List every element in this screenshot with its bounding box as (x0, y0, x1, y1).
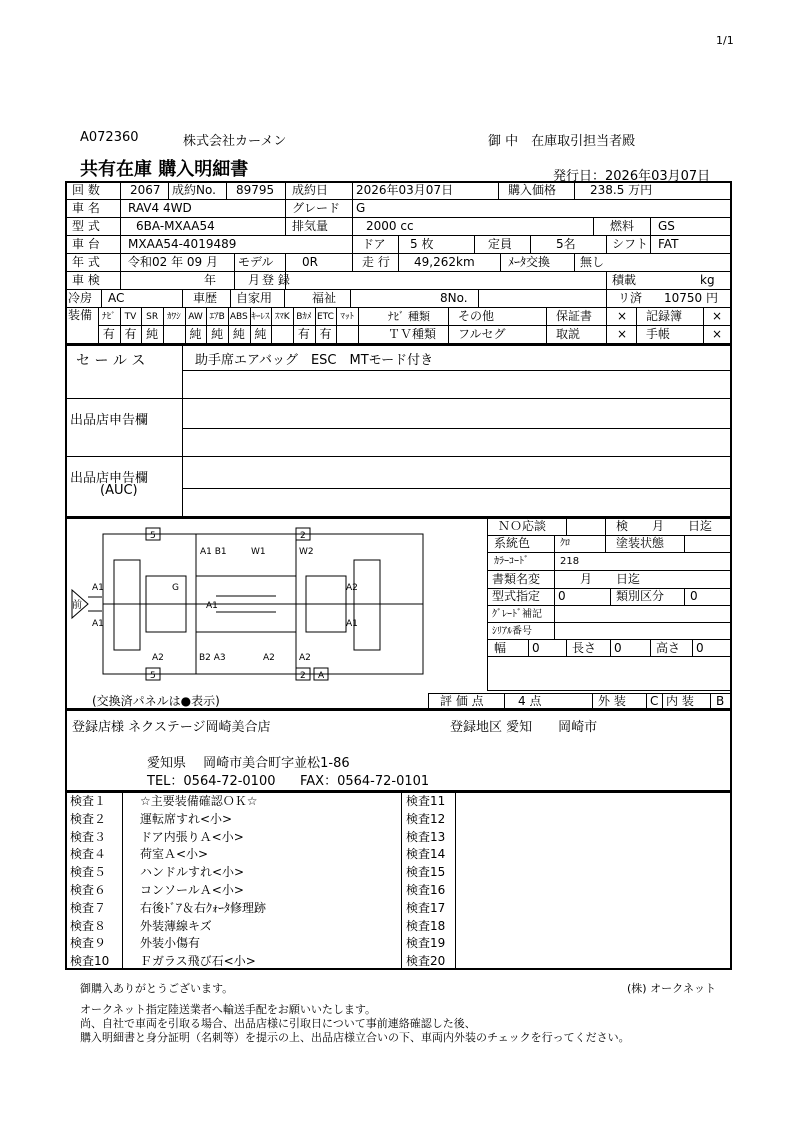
inspection-right-label: 検査12 (406, 811, 446, 826)
inspection-label: 検査６ (70, 883, 107, 897)
model-code-label: モデル (238, 255, 274, 269)
footer-note-1: オークネット指定陸送業者へ輸送手配をお願いいたします。 (80, 1003, 377, 1016)
equipment-item-label: ﾏｯﾄ (340, 312, 354, 322)
store-tel: TEL：0564-72-0100 (147, 774, 276, 789)
equipment-item-label: AW (188, 312, 203, 322)
equipment-item-label: Bｶﾒ (296, 312, 312, 322)
seller-note-auc-label: 出品店申告欄 (70, 471, 149, 486)
page-title: 共有在庫 購入明細書 (80, 159, 249, 180)
contract-no-value: 89795 (236, 183, 275, 197)
eight-no: 8No. (440, 291, 468, 305)
equipment-item-mark: 有 (102, 327, 115, 341)
diagram-label-a1b1: A1 B1 (200, 547, 227, 557)
door-label: ドア (362, 237, 386, 251)
warranty-value: × (617, 309, 628, 323)
diagram-label-2-top: 2 (300, 531, 306, 541)
inspection-label: 検査３ (70, 829, 107, 844)
inspection-month-unit: 月 (248, 273, 261, 287)
meter-value: 無し (580, 255, 605, 269)
height-value: 0 (696, 641, 704, 655)
kaisu-label: 回 数 (72, 183, 100, 197)
inspection-right-label: 検査17 (406, 900, 446, 915)
history-value: 自家用 (236, 291, 273, 305)
diagram-label-w1: W1 (251, 547, 266, 557)
height-label: 高さ (656, 641, 681, 655)
doc-change-label: 書類名変 (492, 572, 541, 586)
seller-note-label: 出品店申告欄 (70, 413, 149, 428)
inspection-right-label: 検査20 (406, 954, 446, 969)
displacement-label: 排気量 (292, 219, 329, 233)
meter-label: ﾒｰﾀ交換 (508, 255, 551, 269)
diagram-label-a2-bottom-right: A2 (299, 653, 311, 663)
inspect-until-label: 検 月 日迄 (616, 519, 713, 533)
diagram-label-a1-left-bottom: A1 (92, 619, 104, 629)
diagram-label-g: G (172, 583, 179, 593)
issue-date: 発行日：2026年03月07日 (553, 169, 711, 184)
inspection-text: 右後ﾄﾞｱ＆右ｸｫｰﾀ修理跡 (140, 900, 267, 915)
diagram-label-a1-center: A1 (206, 601, 218, 611)
length-label: 長さ (572, 641, 597, 655)
diagram-label-a2-right-top: A2 (346, 583, 358, 593)
diagram-label-5-bottom: 5 (150, 671, 156, 681)
document-id: A072360 (80, 130, 139, 145)
inspection-text: ドア内張りＡ<小> (140, 829, 244, 844)
inspection-label: 検査４ (70, 847, 107, 862)
year-value: 令和02 年 09 月 (128, 255, 218, 269)
tv-type-value: フルセグ (458, 327, 506, 341)
inspection-label: 検査１ (70, 794, 107, 808)
manual-value: × (617, 327, 628, 341)
equipment-item-label: ｽﾏK (274, 312, 290, 322)
warranty-label: 保証書 (556, 309, 593, 323)
inspection-right-label: 検査19 (406, 936, 446, 951)
inspection-label: 検査２ (70, 811, 107, 826)
car-diagram (66, 520, 486, 705)
equipment-item-mark: 有 (319, 327, 332, 341)
interior-value: B (716, 694, 725, 708)
diagram-label-a2-bottom-mid: A2 (263, 653, 275, 663)
inspection-label: 検査10 (70, 954, 110, 969)
inspection-right-label: 検査16 (406, 883, 446, 897)
equipment-item-label: TV (124, 312, 137, 322)
area-label: 登録地区 (450, 720, 503, 735)
footer-note-2: 尚、自社で車両を引取る場合、出品店様に引取日について事前連絡確認した後、 (80, 1017, 476, 1030)
mileage-value: 49,262km (414, 255, 475, 269)
notebook-label: 手帳 (646, 327, 671, 341)
equipment-item-mark: 純 (189, 327, 202, 341)
color-code-label: ｶﾗｰｺｰﾄﾞ (494, 556, 529, 567)
door-value: 5 枚 (410, 237, 434, 251)
inspection-right-label: 検査11 (406, 794, 446, 808)
model-label: 型 式 (72, 219, 100, 233)
record-label: 記録簿 (646, 309, 683, 323)
name-label: 車 名 (72, 201, 100, 215)
exterior-label: 外 装 (598, 694, 626, 708)
mileage-label: 走 行 (362, 255, 390, 269)
recycle-value: 10750 円 (664, 291, 718, 305)
footer-company: (株) オークネット (627, 982, 716, 995)
navi-type-label: ﾅﾋﾞ 種類 (388, 310, 430, 323)
chassis-value: MXAA54-4019489 (128, 237, 237, 251)
inspection-label: 検査８ (70, 918, 107, 933)
inspection-right-label: 検査13 (406, 829, 446, 844)
load-label: 積載 (612, 273, 637, 287)
rating-label: 評 価 点 (440, 694, 484, 708)
model-value: 6BA-MXAA54 (136, 219, 215, 233)
footer-thanks: 御購入ありがとうございます。 (80, 982, 234, 995)
equipment-item-label: ｴｱB (209, 312, 225, 322)
inspection-text: ハンドルすれ<小> (140, 865, 245, 880)
color-label: 系統色 (494, 536, 531, 550)
equipment-item-mark: 純 (254, 327, 267, 341)
equipment-item-label: ｷｰﾚｽ (251, 312, 270, 322)
doc-change-until: 月 日迄 (580, 572, 641, 586)
equipment-item-mark: 有 (297, 327, 310, 341)
equipment-item-label: SR (146, 312, 159, 322)
store-fax: FAX：0564-72-0101 (300, 774, 430, 789)
diagram-label-w2: W2 (299, 547, 314, 557)
contract-no-label: 成約No. (172, 183, 216, 197)
area-value: 愛知 岡崎市 (506, 720, 598, 735)
equipment-item-mark: 純 (146, 327, 159, 341)
inspection-label: 検査５ (70, 865, 107, 880)
recycle-label: リ済 (618, 291, 643, 305)
paint-label: 塗装状態 (616, 536, 665, 550)
name-value: RAV4 4WD (128, 201, 192, 215)
equipment-item-mark: 有 (124, 327, 137, 341)
inspection-text: Ｆガラス飛び石<小> (140, 954, 256, 969)
diagram-label-2-bottom: 2 (300, 671, 306, 681)
inspection-label: 車 検 (72, 273, 100, 287)
diagram-label-a1-left-top: A1 (92, 583, 104, 593)
color-code-value: 218 (560, 556, 580, 567)
sales-label: セ ー ル ス (76, 353, 146, 369)
grade-label: グレード (292, 201, 341, 215)
diagram-label-a-bottom: A (318, 671, 325, 681)
equipment-item-mark: 純 (232, 327, 245, 341)
sales-text: 助手席エアバッグ ESC MTモード付き (195, 353, 434, 368)
price-label: 購入価格 (508, 183, 557, 197)
inspection-text: 荷室Ａ<小> (140, 847, 209, 862)
chassis-label: 車 台 (72, 237, 100, 251)
attention: 御 中 在庫取引担当者殿 (488, 134, 636, 149)
inspection-label: 検査９ (70, 936, 107, 951)
ac-label: 冷房 (68, 291, 93, 305)
color-value: ｸﾛ (560, 538, 570, 549)
type-spec-label: 型式指定 (492, 589, 541, 603)
class-value: 0 (690, 589, 698, 603)
company-name: 株式会社カーメン (183, 134, 287, 149)
diagram-front-label: 前 (72, 600, 82, 611)
history-label: 車歴 (193, 291, 218, 305)
equipment-item-mark: 純 (211, 327, 224, 341)
inspection-right-label: 検査15 (406, 865, 446, 880)
grade-note-label: ｸﾞﾚｰﾄﾞ補記 (492, 609, 542, 620)
seller-note-auc-sub: (AUC) (100, 483, 138, 498)
year-label: 年 式 (72, 255, 100, 269)
shift-value: FAT (658, 237, 679, 251)
kaisu-value: 2067 (130, 183, 161, 197)
equipment-item-label: ABS (229, 312, 248, 322)
model-code-value: 0R (302, 255, 318, 269)
diagram-label-b2a3: B2 A3 (199, 653, 226, 663)
equipment-item-label: ETC (317, 312, 334, 322)
diagram-label-a1-right-bottom: A1 (346, 619, 358, 629)
rating-score: 4 点 (518, 694, 542, 708)
class-label: 類別区分 (616, 589, 665, 603)
inspection-text: 外装小傷有 (140, 936, 201, 951)
equipment-item-label: ｶﾜｼ (167, 312, 181, 322)
inspection-text: ☆主要装備確認ＯＫ☆ (140, 794, 258, 808)
welfare-label: 福祉 (312, 291, 337, 305)
page-number: 1/1 (716, 34, 734, 47)
contract-date-value: 2026年03月07日 (356, 183, 454, 197)
no-consult-label: ＮＯ応談 (498, 519, 547, 533)
price-value: 238.5 万円 (590, 183, 653, 197)
displacement-value: 2000 cc (366, 219, 414, 233)
fuel-label: 燃料 (610, 219, 635, 233)
store-name: ネクステージ岡崎美合店 (128, 720, 271, 735)
store-label: 登録店様 (72, 720, 125, 735)
equipment-label: 装備 (68, 308, 93, 322)
width-value: 0 (532, 641, 540, 655)
registration-label: 登 録 (262, 273, 290, 287)
length-value: 0 (614, 641, 622, 655)
inspection-text: コンソールＡ<小> (140, 883, 244, 897)
inspection-label: 検査７ (70, 900, 107, 915)
footer-note-3: 購入明細書と身分証明（名刺等）を提示の上、出品店様立合いの下、車両内外装のチェックを行ってください。 (80, 1031, 630, 1044)
load-unit: kg (700, 273, 715, 287)
diagram-label-a2-bottom-left: A2 (152, 653, 164, 663)
exterior-value: C (650, 694, 659, 708)
tv-type-label: ＴＶ種類 (388, 327, 437, 341)
contract-date-label: 成約日 (292, 183, 329, 197)
interior-label: 内 装 (666, 694, 694, 708)
serial-label: ｼﾘｱﾙ番号 (492, 626, 532, 637)
inspection-right-label: 検査14 (406, 847, 446, 862)
shift-label: シフト (612, 237, 649, 251)
capacity-label: 定員 (488, 237, 513, 251)
capacity-value: 5名 (556, 237, 576, 251)
manual-label: 取説 (556, 327, 581, 341)
inspection-year-unit: 年 (204, 273, 217, 287)
inspection-text: 外装薄線キズ (140, 918, 212, 933)
navi-type-value: その他 (458, 309, 495, 323)
record-value: × (712, 309, 723, 323)
store-address: 愛知県 岡崎市美合町字並松1-86 (147, 756, 350, 771)
notebook-value: × (712, 327, 723, 341)
width-label: 幅 (494, 641, 507, 655)
fuel-value: GS (658, 219, 675, 233)
ac-value: AC (108, 291, 125, 305)
inspection-right-label: 検査18 (406, 918, 446, 933)
inspection-text: 運転席すれ<小> (140, 811, 233, 826)
type-spec-value: 0 (558, 589, 566, 603)
diagram-label-5-top: 5 (150, 531, 156, 541)
equipment-item-label: ﾅﾋﾞ (102, 312, 116, 322)
grade-value: G (356, 201, 366, 215)
diagram-caption: (交換済パネルは●表示) (92, 694, 220, 708)
